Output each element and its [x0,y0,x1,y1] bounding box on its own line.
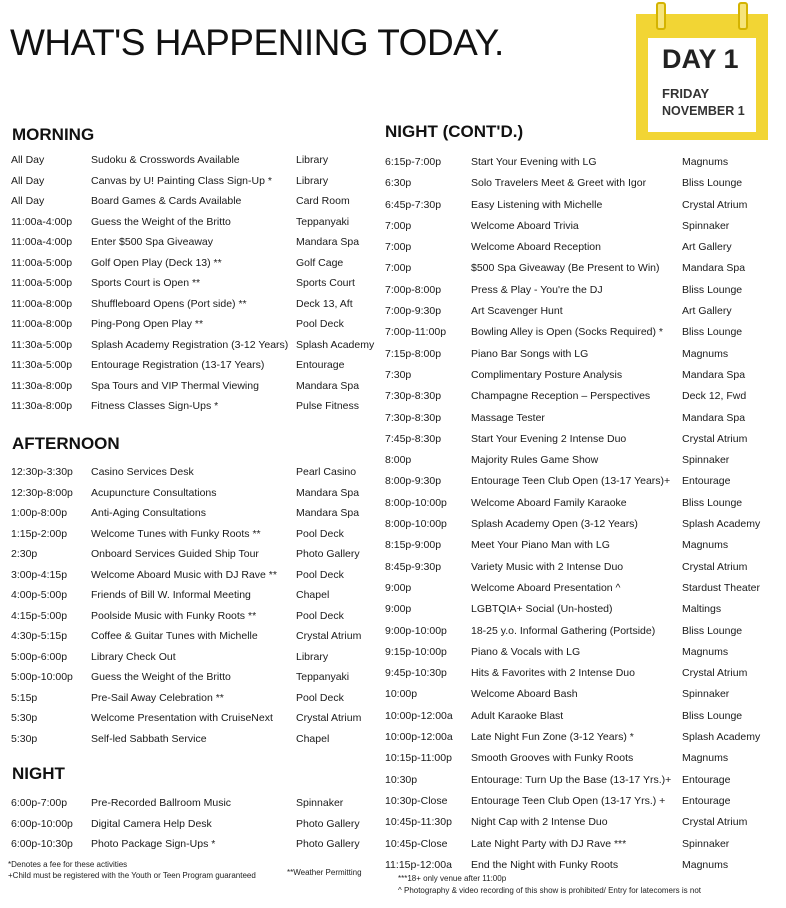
row-event: Piano & Vocals with LG [471,645,581,658]
row-location: Teppanyaki [296,215,350,228]
calendar-card [648,38,756,132]
row-time: 7:45p-8:30p [385,432,442,445]
row-event: Champagne Reception – Perspectives [471,390,651,403]
row-event: $500 Spa Giveaway (Be Present to Win) [471,262,660,275]
row-event: Press & Play - You're the DJ [471,283,603,296]
row-time: 3:00p-4:15p [11,568,68,581]
row-time: 8:00p-10:00p [385,496,447,509]
row-time: 7:00p [385,262,412,275]
calendar-ring-right [738,2,748,30]
row-event: Board Games & Cards Available [91,195,242,207]
row-time: 10:00p-12:00a [385,731,453,744]
row-location: Teppanyaki [296,671,350,683]
row-location: Crystal Atrium [682,198,748,211]
row-location: Spinnaker [682,454,730,467]
row-location: Crystal Atrium [682,667,748,680]
row-event: Late Night Fun Zone (3-12 Years) * [471,731,634,744]
row-event: End the Night with Funky Roots [471,858,619,871]
row-event: Welcome Aboard Music with DJ Rave ** [91,568,277,581]
row-time: 4:00p-5:00p [11,589,68,601]
row-location: Mandara Spa [296,236,360,248]
row-location: Bliss Lounge [682,709,743,722]
row-time: 11:00a-5:00p [11,277,73,289]
row-time: All Day [11,154,45,166]
row-location: Mandara Spa [296,507,360,519]
row-time: 5:15p [11,691,38,704]
row-event: Late Night Party with DJ Rave *** [471,837,627,850]
row-time: All Day [11,174,45,187]
section-heading-morning: MORNING [12,125,95,144]
row-time: 7:00p [385,219,412,232]
section-heading-night: NIGHT [12,764,65,783]
row-time: 7:30p-8:30p [385,390,442,403]
row-time: 11:00a-8:00p [11,318,73,330]
calendar-date: NOVEMBER 1 [662,104,745,118]
row-event: Entourage Teen Club Open (13-17 Yrs.) + [471,794,666,807]
row-event: Entourage: Turn Up the Base (13-17 Yrs.)+ [471,773,672,786]
row-location: Crystal Atrium [296,630,362,642]
row-time: 9:00p [385,603,412,616]
row-location: Library [296,174,329,187]
section-heading-night-contd: NIGHT (CONT'D.) [385,122,524,141]
row-location: Magnums [682,539,729,552]
row-time: 8:45p-9:30p [385,560,442,573]
row-event: Sports Court is Open ** [91,277,201,289]
row-location: Spinnaker [682,219,730,232]
row-event: Splash Academy Registration (3-12 Years) [91,338,289,351]
row-event: Ping-Pong Open Play ** [91,318,204,330]
row-location: Spinnaker [296,797,344,809]
calendar-weekday: FRIDAY [662,86,710,101]
row-event: Friends of Bill W. Informal Meeting [91,589,251,601]
row-event: Golf Open Play (Deck 13) ** [91,256,222,269]
row-location: Spinnaker [682,688,730,701]
page-title: WHAT'S HAPPENING TODAY. [10,22,504,63]
row-event: Start Your Evening 2 Intense Duo [471,432,627,445]
row-location: Mandara Spa [296,379,360,392]
row-location: Stardust Theater [682,581,761,594]
row-event: Welcome Aboard Trivia [471,219,579,232]
row-event: Photo Package Sign-Ups * [91,838,216,850]
footnote-child: +Child must be registered with the Youth or Teen Program guaranteed [8,871,256,880]
row-time: 11:30a-8:00p [11,400,73,412]
row-event: Solo Travelers Meet & Greet with Igor [471,177,647,190]
row-location: Magnums [682,156,729,168]
row-location: Pool Deck [296,318,344,330]
row-location: Art Gallery [682,241,732,254]
row-location: Golf Cage [296,256,344,269]
row-time: 6:00p-7:00p [11,797,68,809]
row-event: LGBTQIA+ Social (Un-hosted) [471,603,613,616]
row-event: Majority Rules Game Show [471,454,599,467]
row-location: Photo Gallery [296,838,360,850]
footnote-photo: ^ Photography & video recording of this show is prohibited/ Entry for latecomers is not [398,886,702,895]
row-event: Canvas by U! Painting Class Sign-Up * [91,174,272,187]
row-time: 11:30a-5:00p [11,338,73,351]
row-location: Chapel [296,732,330,745]
row-event: Digital Camera Help Desk [91,817,212,830]
row-location: Magnums [682,645,729,658]
row-location: Deck 12, Fwd [682,390,747,403]
row-time: 9:15p-10:00p [385,645,447,658]
row-location: Mandara Spa [682,411,746,424]
row-event: Pre-Recorded Ballroom Music [91,797,232,809]
row-event: Casino Services Desk [91,466,194,478]
calendar-badge [636,14,768,140]
row-time: 7:30p [385,368,412,381]
row-event: Spa Tours and VIP Thermal Viewing [91,379,259,392]
row-event: Start Your Evening with LG [471,156,597,168]
row-event: Self-led Sabbath Service [91,732,207,745]
row-location: Chapel [296,589,330,601]
section-heading-afternoon: AFTERNOON [12,434,120,453]
row-time: 5:00p-10:00p [11,671,73,683]
row-location: Sports Court [296,277,355,289]
row-event: Complimentary Posture Analysis [471,368,623,381]
row-location: Crystal Atrium [682,432,748,445]
row-time: 10:30p [385,773,418,786]
row-event: Guess the Weight of the Britto [91,215,231,228]
row-time: 9:00p [385,581,412,594]
row-time: 7:00p-9:30p [385,305,442,318]
row-event: Splash Academy Open (3-12 Years) [471,518,638,531]
row-time: 11:00a-4:00p [11,215,73,228]
row-location: Entourage [296,359,345,371]
footnote-weather: **Weather Permitting [287,868,362,877]
row-time: 6:30p [385,177,412,190]
row-event: Massage Tester [471,411,545,424]
row-location: Bliss Lounge [682,496,743,509]
row-event: Anti-Aging Consultations [91,507,206,519]
row-event: Hits & Favorites with 2 Intense Duo [471,667,635,680]
row-time: 7:00p-8:00p [385,283,442,296]
row-event: Art Scavenger Hunt [471,305,563,318]
row-location: Photo Gallery [296,548,360,560]
row-location: Splash Academy [682,731,761,744]
row-event: Guess the Weight of the Britto [91,671,231,683]
row-event: Welcome Aboard Bash [471,688,578,701]
row-event: Welcome Tunes with Funky Roots ** [91,527,261,540]
row-time: 2:30p [11,548,38,560]
row-location: Entourage [682,773,731,786]
row-location: Magnums [682,858,729,871]
row-event: Variety Music with 2 Intense Duo [471,560,624,573]
row-time: 11:00a-4:00p [11,236,73,248]
row-event: Library Check Out [91,650,176,663]
row-event: Coffee & Guitar Tunes with Michelle [91,630,258,642]
row-event: 18-25 y.o. Informal Gathering (Portside) [471,624,656,637]
row-event: Smooth Grooves with Funky Roots [471,752,634,765]
row-location: Pool Deck [296,527,344,540]
row-event: Fitness Classes Sign-Ups * [91,400,219,412]
row-location: Mandara Spa [682,368,746,381]
row-event: Entourage Registration (13-17 Years) [91,359,265,371]
row-time: 8:00p [385,454,412,467]
row-event: Welcome Aboard Reception [471,241,601,254]
row-time: 6:45p-7:30p [385,198,442,211]
row-location: Pearl Casino [296,466,357,478]
row-time: 10:45p-Close [385,837,448,850]
row-time: 5:30p [11,712,38,724]
row-location: Bliss Lounge [682,326,743,339]
row-location: Photo Gallery [296,817,360,830]
row-event: Sudoku & Crosswords Available [91,154,240,166]
row-event: Welcome Aboard Family Karaoke [471,496,627,509]
row-time: 10:00p-12:00a [385,709,453,722]
row-location: Entourage [682,475,731,488]
row-event: Welcome Presentation with CruiseNext [91,712,273,724]
row-location: Magnums [682,347,729,360]
calendar-ring-left [656,2,666,30]
row-event: Poolside Music with Funky Roots ** [91,609,257,622]
row-location: Pool Deck [296,609,344,622]
row-event: Onboard Services Guided Ship Tour [91,548,259,560]
row-location: Bliss Lounge [682,177,743,190]
row-time: 1:00p-8:00p [11,507,68,519]
row-event: Acupuncture Consultations [91,486,217,499]
row-location: Spinnaker [682,837,730,850]
row-time: All Day [11,195,45,207]
row-time: 10:30p-Close [385,794,448,807]
row-event: Entourage Teen Club Open (13-17 Years)+ [471,475,671,488]
row-time: 5:00p-6:00p [11,650,68,663]
row-location: Splash Academy [296,338,375,351]
row-time: 8:00p-10:00p [385,518,447,531]
row-location: Crystal Atrium [682,560,748,573]
calendar-day: DAY 1 [662,44,739,74]
row-time: 6:00p-10:00p [11,817,73,830]
row-time: 7:00p-11:00p [385,326,447,339]
row-time: 5:30p [11,732,38,745]
row-location: Pulse Fitness [296,400,360,412]
row-event: Welcome Aboard Presentation ^ [471,581,621,594]
footnote-adult: ***18+ only venue after 11:00p [398,874,507,883]
row-time: 11:00a-5:00p [11,256,73,269]
row-time: 11:00a-8:00p [11,297,73,310]
row-location: Art Gallery [682,305,732,318]
row-time: 11:15p-12:00a [385,858,452,871]
row-time: 1:15p-2:00p [11,527,68,540]
row-time: 6:15p-7:00p [385,156,442,168]
row-location: Pool Deck [296,568,344,581]
row-event: Night Cap with 2 Intense Duo [471,816,608,829]
row-time: 8:15p-9:00p [385,539,442,552]
row-time: 7:15p-8:00p [385,347,442,360]
row-location: Library [296,650,329,663]
row-location: Pool Deck [296,691,344,704]
row-time: 4:30p-5:15p [11,630,68,642]
row-time: 12:30p-8:00p [11,486,73,499]
row-event: Pre-Sail Away Celebration ** [91,691,224,704]
row-location: Deck 13, Aft [296,297,353,310]
row-location: Crystal Atrium [682,816,748,829]
row-time: 11:30a-5:00p [11,359,73,371]
row-time: 4:15p-5:00p [11,609,68,622]
row-time: 10:00p [385,688,418,701]
row-event: Adult Karaoke Blast [471,709,564,722]
row-event: Shuffleboard Opens (Port side) ** [91,297,247,310]
row-location: Mandara Spa [296,486,360,499]
row-event: Bowling Alley is Open (Socks Required) * [471,326,664,339]
row-location: Mandara Spa [682,262,746,275]
row-location: Splash Academy [682,518,761,531]
row-time: 6:00p-10:30p [11,838,73,850]
row-event: Easy Listening with Michelle [471,198,603,211]
row-location: Bliss Lounge [682,283,743,296]
row-time: 7:00p [385,241,412,254]
row-event: Meet Your Piano Man with LG [471,539,610,552]
row-location: Bliss Lounge [682,624,743,637]
row-time: 10:45p-11:30p [385,816,452,829]
row-event: Piano Bar Songs with LG [471,347,589,360]
row-time: 8:00p-9:30p [385,475,442,488]
row-event: Enter $500 Spa Giveaway [91,236,213,248]
row-time: 10:15p-11:00p [385,752,452,765]
footnote-fee: *Denotes a fee for these activities [8,860,128,869]
row-location: Maltings [682,603,722,616]
row-location: Entourage [682,794,731,807]
row-location: Card Room [296,195,350,207]
row-location: Crystal Atrium [296,712,362,724]
row-time: 11:30a-8:00p [11,379,73,392]
row-time: 9:45p-10:30p [385,667,447,680]
row-location: Library [296,154,329,166]
row-time: 7:30p-8:30p [385,411,442,424]
row-time: 9:00p-10:00p [385,624,447,637]
row-location: Magnums [682,752,729,765]
row-time: 12:30p-3:30p [11,466,73,478]
